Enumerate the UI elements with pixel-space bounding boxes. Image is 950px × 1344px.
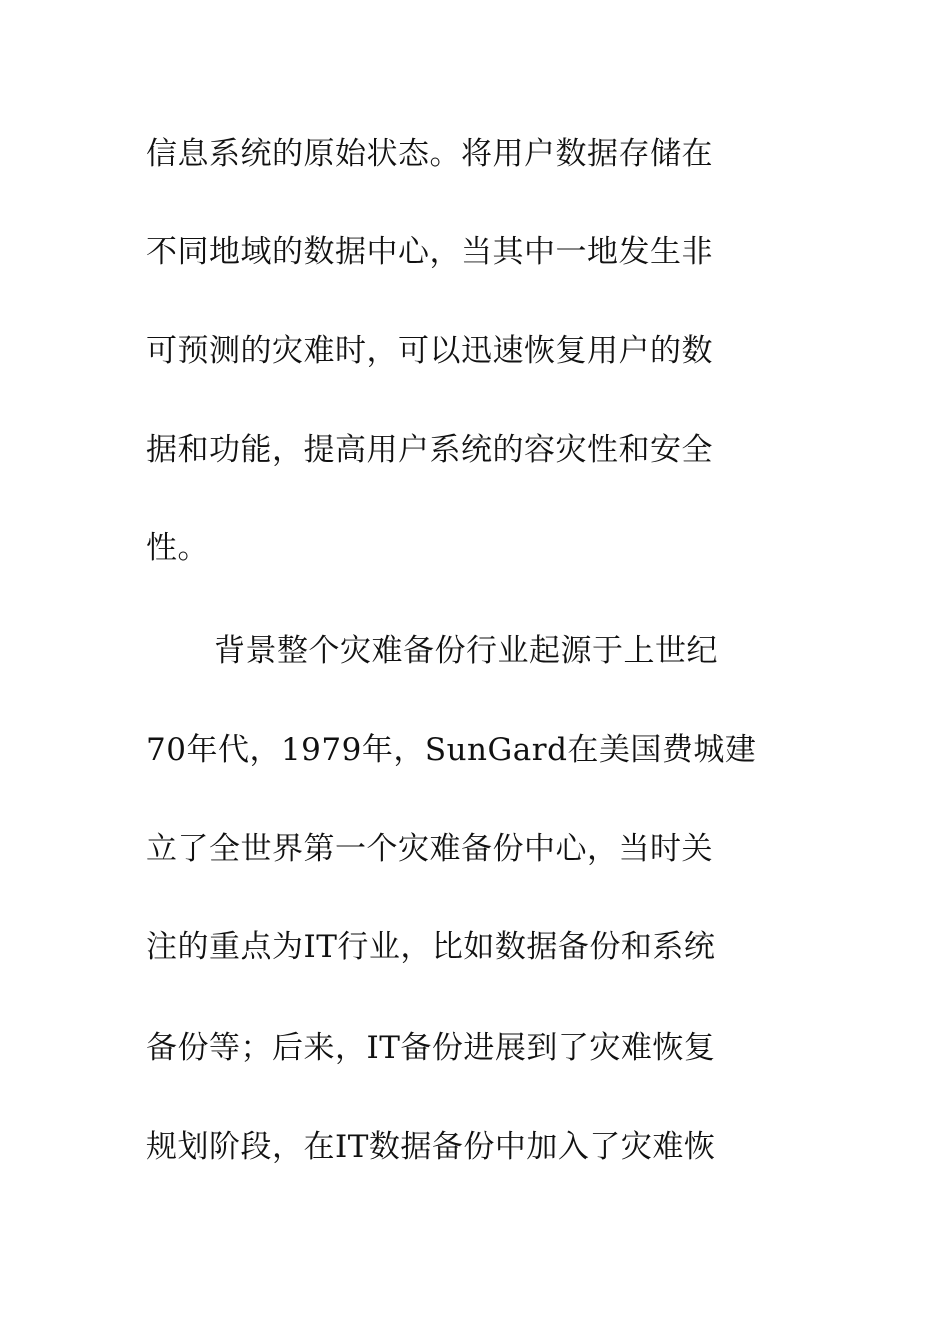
text-line-4: 据和功能，提高用户系统的容灾性和安全 (146, 432, 713, 468)
text-line-8: 立了全世界第一个灾难备份中心，当时关 (146, 831, 713, 867)
text-line-9: 注的重点为IT行业，比如数据备份和系统 (146, 929, 716, 965)
text-line-1: 信息系统的原始状态。将用户数据存储在 (146, 136, 713, 172)
paragraph-start-line: 背景整个灾难备份行业起源于上世纪 (214, 633, 718, 669)
text-line-7: 70年代，1979年，SunGard在美国费城建 (146, 732, 757, 768)
text-line-10: 备份等；后来，IT备份进展到了灾难恢复 (146, 1030, 716, 1066)
text-line-5: 性。 (146, 530, 209, 566)
text-line-2: 不同地域的数据中心，当其中一地发生非 (146, 234, 713, 270)
text-line-11: 规划阶段，在IT数据备份中加入了灾难恢 (146, 1129, 716, 1165)
text-line-3: 可预测的灾难时，可以迅速恢复用户的数 (146, 333, 713, 369)
